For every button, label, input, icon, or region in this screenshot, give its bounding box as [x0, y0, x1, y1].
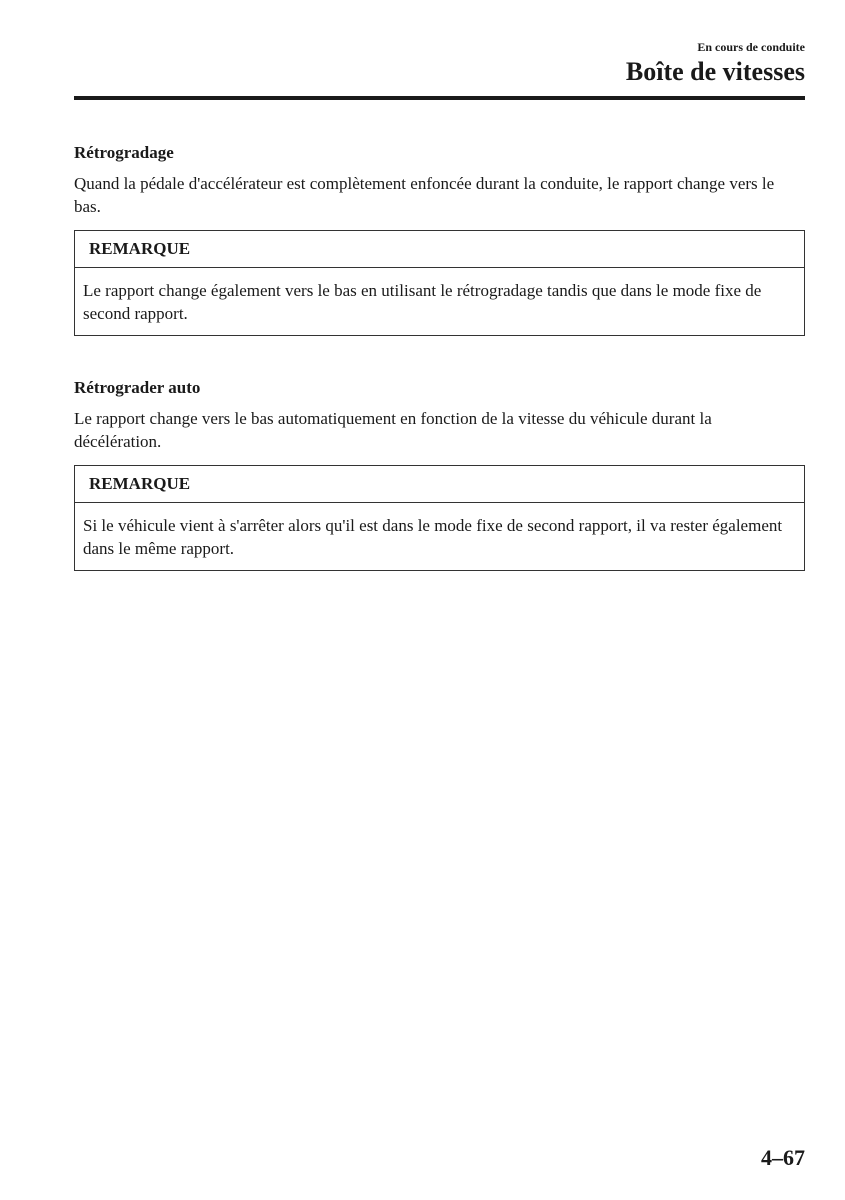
section-heading: Rétrogradage — [74, 143, 174, 162]
note-text: Le rapport change également vers le bas en utilisant le rétrogradage tandis que dans le mode fixe de second rapport. — [83, 281, 762, 323]
note-label: REMARQUE — [75, 231, 804, 268]
section-retrogradage — [74, 142, 805, 336]
section-retrograder-auto — [74, 377, 805, 571]
page-number: 4–67 — [761, 1145, 805, 1170]
running-header-section: En cours de conduite — [697, 40, 805, 54]
header-divider — [74, 96, 805, 100]
section-body-text: Quand la pédale d'accélérateur est complètement enfoncée durant la conduite, le rapport change vers le bas. — [74, 174, 775, 216]
note-label: REMARQUE — [75, 466, 804, 503]
page-title: Boîte de vitesses — [625, 57, 805, 86]
section-body-text: Le rapport change vers le bas automatiquement en fonction de la vitesse du véhicule durant la décélération. — [74, 409, 712, 451]
note-text: Si le véhicule vient à s'arrêter alors qu'il est dans le mode fixe de second rapport, il va rester également dans le même rapport. — [83, 516, 783, 558]
note-box — [74, 465, 805, 571]
note-box — [74, 230, 805, 336]
section-heading: Rétrograder auto — [74, 378, 201, 397]
